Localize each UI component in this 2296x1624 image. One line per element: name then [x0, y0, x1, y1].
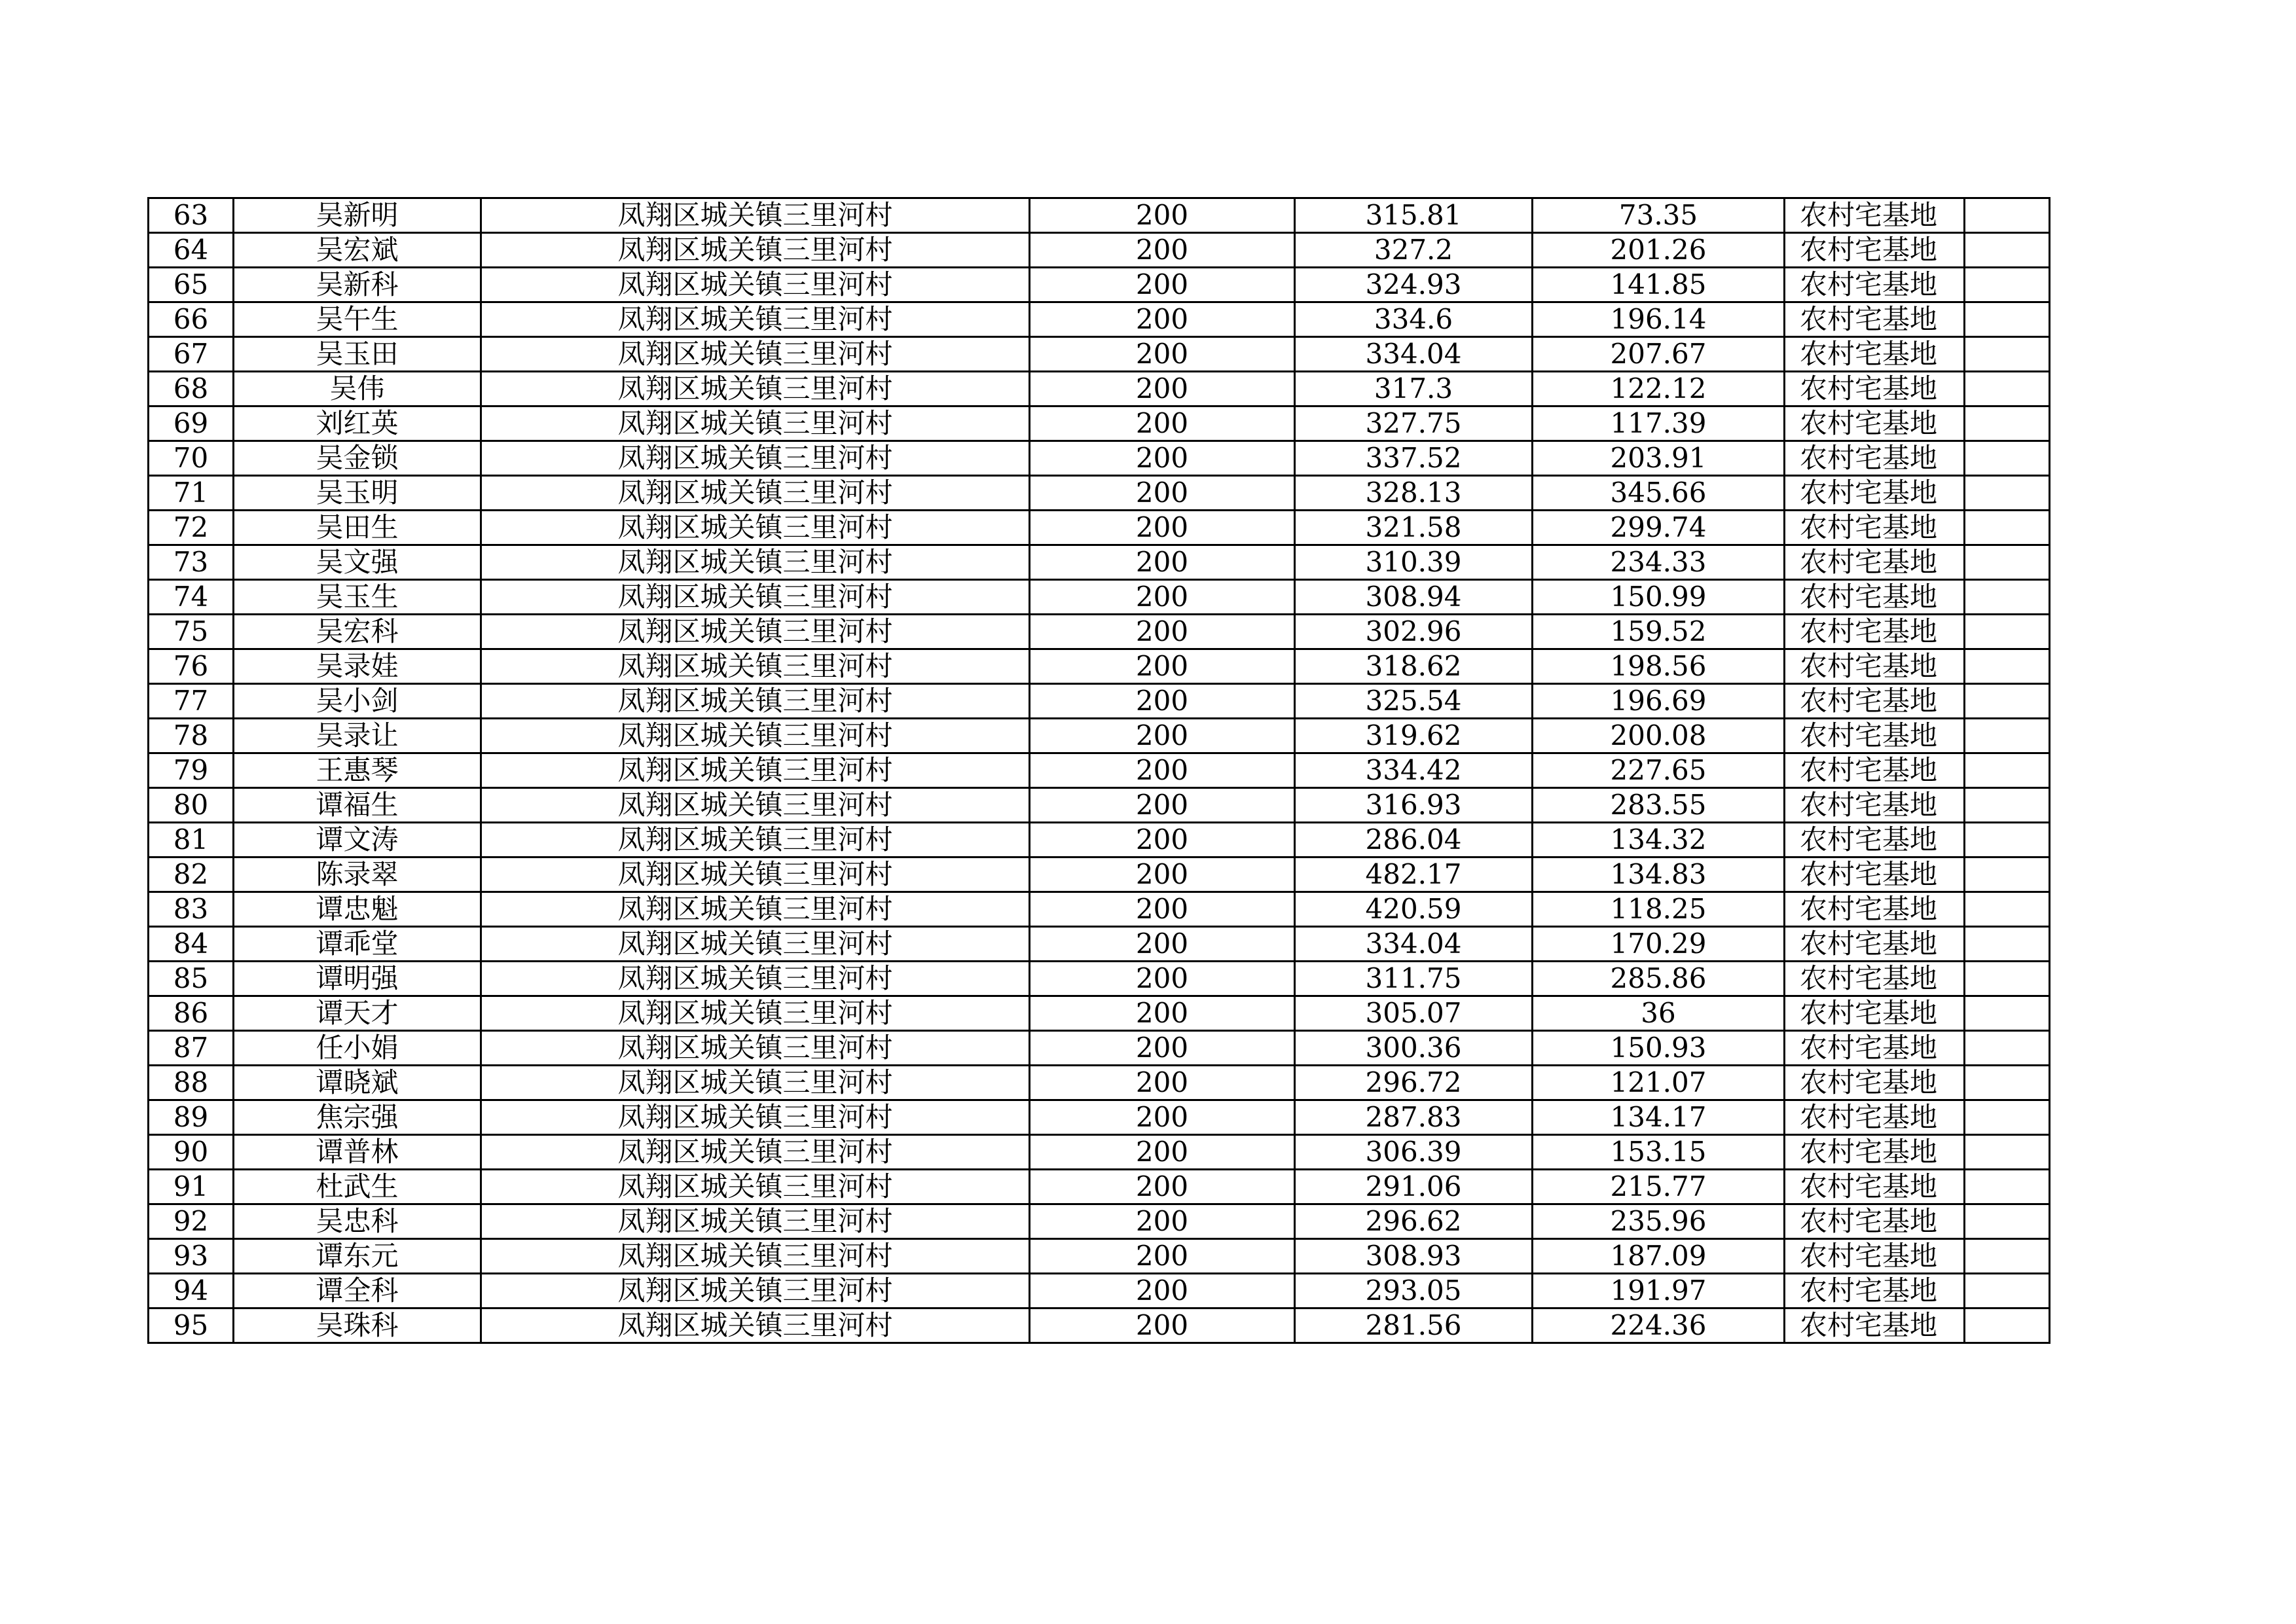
- remarks-cell: [1965, 892, 2050, 927]
- row-number-cell: 91: [149, 1170, 234, 1204]
- owner-name-cell: 谭东元: [234, 1239, 481, 1274]
- row-number-cell: 78: [149, 719, 234, 753]
- row-number-cell: 81: [149, 823, 234, 857]
- location-cell: 凤翔区城关镇三里河村: [481, 823, 1030, 857]
- remarks-cell: [1965, 927, 2050, 962]
- location-cell: 凤翔区城关镇三里河村: [481, 684, 1030, 719]
- table-row: [149, 962, 2050, 996]
- remarks-cell: [1965, 1100, 2050, 1135]
- building-area-cell: 203.91: [1533, 441, 1785, 476]
- standard-area-cell: 200: [1030, 1239, 1295, 1274]
- total-area-cell: 420.59: [1295, 892, 1533, 927]
- total-area-cell: 482.17: [1295, 857, 1533, 892]
- total-area-cell: 308.94: [1295, 580, 1533, 615]
- location-cell: 凤翔区城关镇三里河村: [481, 511, 1030, 545]
- building-area-cell: 283.55: [1533, 788, 1785, 823]
- location-cell: 凤翔区城关镇三里河村: [481, 1100, 1030, 1135]
- total-area-cell: 281.56: [1295, 1308, 1533, 1343]
- location-cell: 凤翔区城关镇三里河村: [481, 1066, 1030, 1100]
- building-area-cell: 73.35: [1533, 198, 1785, 233]
- remarks-cell: [1965, 372, 2050, 406]
- building-area-cell: 187.09: [1533, 1239, 1785, 1274]
- table-row: [149, 198, 2050, 233]
- building-area-cell: 201.26: [1533, 233, 1785, 268]
- row-number-cell: 86: [149, 996, 234, 1031]
- owner-name-cell: 谭晓斌: [234, 1066, 481, 1100]
- row-number-cell: 88: [149, 1066, 234, 1100]
- table-row: [149, 857, 2050, 892]
- building-area-cell: 299.74: [1533, 511, 1785, 545]
- land-use-cell: 农村宅基地: [1785, 580, 1965, 615]
- owner-name-cell: 吴玉生: [234, 580, 481, 615]
- land-use-cell: 农村宅基地: [1785, 511, 1965, 545]
- table-row: [149, 302, 2050, 337]
- building-area-cell: 285.86: [1533, 962, 1785, 996]
- remarks-cell: [1965, 788, 2050, 823]
- land-use-cell: 农村宅基地: [1785, 892, 1965, 927]
- owner-name-cell: 吴金锁: [234, 441, 481, 476]
- standard-area-cell: 200: [1030, 823, 1295, 857]
- standard-area-cell: 200: [1030, 441, 1295, 476]
- owner-name-cell: 吴忠科: [234, 1204, 481, 1239]
- land-use-cell: 农村宅基地: [1785, 996, 1965, 1031]
- total-area-cell: 310.39: [1295, 545, 1533, 580]
- standard-area-cell: 200: [1030, 198, 1295, 233]
- land-use-cell: 农村宅基地: [1785, 857, 1965, 892]
- land-use-cell: 农村宅基地: [1785, 649, 1965, 684]
- land-use-cell: 农村宅基地: [1785, 927, 1965, 962]
- location-cell: 凤翔区城关镇三里河村: [481, 337, 1030, 372]
- owner-name-cell: 任小娟: [234, 1031, 481, 1066]
- owner-name-cell: 谭普林: [234, 1135, 481, 1170]
- standard-area-cell: 200: [1030, 753, 1295, 788]
- total-area-cell: 287.83: [1295, 1100, 1533, 1135]
- building-area-cell: 134.83: [1533, 857, 1785, 892]
- remarks-cell: [1965, 302, 2050, 337]
- table-row: [149, 1031, 2050, 1066]
- owner-name-cell: 吴新明: [234, 198, 481, 233]
- standard-area-cell: 200: [1030, 268, 1295, 302]
- remarks-cell: [1965, 580, 2050, 615]
- total-area-cell: 293.05: [1295, 1274, 1533, 1308]
- land-use-cell: 农村宅基地: [1785, 372, 1965, 406]
- table-row: [149, 927, 2050, 962]
- land-use-cell: 农村宅基地: [1785, 788, 1965, 823]
- land-use-cell: 农村宅基地: [1785, 1274, 1965, 1308]
- location-cell: 凤翔区城关镇三里河村: [481, 372, 1030, 406]
- remarks-cell: [1965, 406, 2050, 441]
- building-area-cell: 196.14: [1533, 302, 1785, 337]
- building-area-cell: 200.08: [1533, 719, 1785, 753]
- total-area-cell: 317.3: [1295, 372, 1533, 406]
- total-area-cell: 296.72: [1295, 1066, 1533, 1100]
- standard-area-cell: 200: [1030, 1170, 1295, 1204]
- location-cell: 凤翔区城关镇三里河村: [481, 1204, 1030, 1239]
- standard-area-cell: 200: [1030, 892, 1295, 927]
- location-cell: 凤翔区城关镇三里河村: [481, 996, 1030, 1031]
- table-row: [149, 372, 2050, 406]
- building-area-cell: 224.36: [1533, 1308, 1785, 1343]
- table-row: [149, 1170, 2050, 1204]
- total-area-cell: 327.2: [1295, 233, 1533, 268]
- land-use-cell: 农村宅基地: [1785, 545, 1965, 580]
- location-cell: 凤翔区城关镇三里河村: [481, 198, 1030, 233]
- table-row: [149, 1135, 2050, 1170]
- total-area-cell: 308.93: [1295, 1239, 1533, 1274]
- row-number-cell: 89: [149, 1100, 234, 1135]
- location-cell: 凤翔区城关镇三里河村: [481, 1239, 1030, 1274]
- land-use-cell: 农村宅基地: [1785, 302, 1965, 337]
- location-cell: 凤翔区城关镇三里河村: [481, 580, 1030, 615]
- table-row: [149, 684, 2050, 719]
- owner-name-cell: 刘红英: [234, 406, 481, 441]
- building-area-cell: 191.97: [1533, 1274, 1785, 1308]
- owner-name-cell: 陈录翠: [234, 857, 481, 892]
- remarks-cell: [1965, 962, 2050, 996]
- building-area-cell: 345.66: [1533, 476, 1785, 511]
- table-row: [149, 996, 2050, 1031]
- location-cell: 凤翔区城关镇三里河村: [481, 1135, 1030, 1170]
- total-area-cell: 306.39: [1295, 1135, 1533, 1170]
- remarks-cell: [1965, 545, 2050, 580]
- owner-name-cell: 吴录让: [234, 719, 481, 753]
- data-table: [147, 197, 2050, 1344]
- standard-area-cell: 200: [1030, 1066, 1295, 1100]
- table-row: [149, 441, 2050, 476]
- location-cell: 凤翔区城关镇三里河村: [481, 649, 1030, 684]
- table-row: [149, 545, 2050, 580]
- remarks-cell: [1965, 511, 2050, 545]
- remarks-cell: [1965, 857, 2050, 892]
- standard-area-cell: 200: [1030, 684, 1295, 719]
- owner-name-cell: 吴伟: [234, 372, 481, 406]
- building-area-cell: 121.07: [1533, 1066, 1785, 1100]
- building-area-cell: 196.69: [1533, 684, 1785, 719]
- location-cell: 凤翔区城关镇三里河村: [481, 476, 1030, 511]
- row-number-cell: 69: [149, 406, 234, 441]
- table-row: [149, 1066, 2050, 1100]
- total-area-cell: 327.75: [1295, 406, 1533, 441]
- remarks-cell: [1965, 996, 2050, 1031]
- standard-area-cell: 200: [1030, 476, 1295, 511]
- location-cell: 凤翔区城关镇三里河村: [481, 545, 1030, 580]
- standard-area-cell: 200: [1030, 1135, 1295, 1170]
- row-number-cell: 76: [149, 649, 234, 684]
- remarks-cell: [1965, 1239, 2050, 1274]
- owner-name-cell: 谭天才: [234, 996, 481, 1031]
- row-number-cell: 65: [149, 268, 234, 302]
- remarks-cell: [1965, 615, 2050, 649]
- building-area-cell: 227.65: [1533, 753, 1785, 788]
- land-use-cell: 农村宅基地: [1785, 1239, 1965, 1274]
- remarks-cell: [1965, 1274, 2050, 1308]
- owner-name-cell: 吴小剑: [234, 684, 481, 719]
- standard-area-cell: 200: [1030, 962, 1295, 996]
- remarks-cell: [1965, 337, 2050, 372]
- location-cell: 凤翔区城关镇三里河村: [481, 753, 1030, 788]
- owner-name-cell: 吴新科: [234, 268, 481, 302]
- location-cell: 凤翔区城关镇三里河村: [481, 927, 1030, 962]
- table-row: [149, 788, 2050, 823]
- location-cell: 凤翔区城关镇三里河村: [481, 406, 1030, 441]
- table-row: [149, 615, 2050, 649]
- row-number-cell: 92: [149, 1204, 234, 1239]
- table-row: [149, 268, 2050, 302]
- remarks-cell: [1965, 1066, 2050, 1100]
- land-use-cell: 农村宅基地: [1785, 1135, 1965, 1170]
- land-use-cell: 农村宅基地: [1785, 1170, 1965, 1204]
- owner-name-cell: 谭全科: [234, 1274, 481, 1308]
- row-number-cell: 85: [149, 962, 234, 996]
- location-cell: 凤翔区城关镇三里河村: [481, 1031, 1030, 1066]
- total-area-cell: 324.93: [1295, 268, 1533, 302]
- standard-area-cell: 200: [1030, 302, 1295, 337]
- row-number-cell: 64: [149, 233, 234, 268]
- row-number-cell: 74: [149, 580, 234, 615]
- total-area-cell: 325.54: [1295, 684, 1533, 719]
- location-cell: 凤翔区城关镇三里河村: [481, 441, 1030, 476]
- row-number-cell: 94: [149, 1274, 234, 1308]
- standard-area-cell: 200: [1030, 996, 1295, 1031]
- remarks-cell: [1965, 476, 2050, 511]
- row-number-cell: 66: [149, 302, 234, 337]
- remarks-cell: [1965, 753, 2050, 788]
- land-use-cell: 农村宅基地: [1785, 1031, 1965, 1066]
- table-row: [149, 719, 2050, 753]
- row-number-cell: 68: [149, 372, 234, 406]
- location-cell: 凤翔区城关镇三里河村: [481, 719, 1030, 753]
- owner-name-cell: 谭文涛: [234, 823, 481, 857]
- standard-area-cell: 200: [1030, 1100, 1295, 1135]
- building-area-cell: 141.85: [1533, 268, 1785, 302]
- standard-area-cell: 200: [1030, 1308, 1295, 1343]
- land-use-cell: 农村宅基地: [1785, 823, 1965, 857]
- standard-area-cell: 200: [1030, 788, 1295, 823]
- location-cell: 凤翔区城关镇三里河村: [481, 302, 1030, 337]
- location-cell: 凤翔区城关镇三里河村: [481, 962, 1030, 996]
- land-use-cell: 农村宅基地: [1785, 1100, 1965, 1135]
- land-use-cell: 农村宅基地: [1785, 1204, 1965, 1239]
- standard-area-cell: 200: [1030, 545, 1295, 580]
- row-number-cell: 90: [149, 1135, 234, 1170]
- building-area-cell: 150.93: [1533, 1031, 1785, 1066]
- owner-name-cell: 吴玉明: [234, 476, 481, 511]
- owner-name-cell: 王惠琴: [234, 753, 481, 788]
- total-area-cell: 334.04: [1295, 337, 1533, 372]
- building-area-cell: 36: [1533, 996, 1785, 1031]
- land-use-cell: 农村宅基地: [1785, 1308, 1965, 1343]
- land-use-cell: 农村宅基地: [1785, 337, 1965, 372]
- building-area-cell: 150.99: [1533, 580, 1785, 615]
- total-area-cell: 300.36: [1295, 1031, 1533, 1066]
- total-area-cell: 334.42: [1295, 753, 1533, 788]
- remarks-cell: [1965, 649, 2050, 684]
- remarks-cell: [1965, 1204, 2050, 1239]
- building-area-cell: 153.15: [1533, 1135, 1785, 1170]
- table-row: [149, 1204, 2050, 1239]
- remarks-cell: [1965, 268, 2050, 302]
- standard-area-cell: 200: [1030, 233, 1295, 268]
- total-area-cell: 311.75: [1295, 962, 1533, 996]
- owner-name-cell: 杜武生: [234, 1170, 481, 1204]
- table-row: [149, 753, 2050, 788]
- total-area-cell: 291.06: [1295, 1170, 1533, 1204]
- remarks-cell: [1965, 684, 2050, 719]
- building-area-cell: 234.33: [1533, 545, 1785, 580]
- table-row: [149, 511, 2050, 545]
- remarks-cell: [1965, 1135, 2050, 1170]
- table-row: [149, 233, 2050, 268]
- total-area-cell: 302.96: [1295, 615, 1533, 649]
- location-cell: 凤翔区城关镇三里河村: [481, 1170, 1030, 1204]
- row-number-cell: 87: [149, 1031, 234, 1066]
- standard-area-cell: 200: [1030, 1031, 1295, 1066]
- table-row: [149, 1239, 2050, 1274]
- building-area-cell: 215.77: [1533, 1170, 1785, 1204]
- total-area-cell: 296.62: [1295, 1204, 1533, 1239]
- building-area-cell: 198.56: [1533, 649, 1785, 684]
- owner-name-cell: 吴宏斌: [234, 233, 481, 268]
- owner-name-cell: 谭福生: [234, 788, 481, 823]
- table-row: [149, 649, 2050, 684]
- standard-area-cell: 200: [1030, 511, 1295, 545]
- row-number-cell: 67: [149, 337, 234, 372]
- total-area-cell: 321.58: [1295, 511, 1533, 545]
- remarks-cell: [1965, 719, 2050, 753]
- remarks-cell: [1965, 441, 2050, 476]
- building-area-cell: 134.32: [1533, 823, 1785, 857]
- standard-area-cell: 200: [1030, 580, 1295, 615]
- land-use-cell: 农村宅基地: [1785, 406, 1965, 441]
- owner-name-cell: 吴玉田: [234, 337, 481, 372]
- standard-area-cell: 200: [1030, 857, 1295, 892]
- land-use-cell: 农村宅基地: [1785, 615, 1965, 649]
- table-body: [149, 198, 2050, 1343]
- row-number-cell: 75: [149, 615, 234, 649]
- remarks-cell: [1965, 198, 2050, 233]
- row-number-cell: 77: [149, 684, 234, 719]
- building-area-cell: 122.12: [1533, 372, 1785, 406]
- building-area-cell: 207.67: [1533, 337, 1785, 372]
- owner-name-cell: 吴文强: [234, 545, 481, 580]
- row-number-cell: 80: [149, 788, 234, 823]
- row-number-cell: 84: [149, 927, 234, 962]
- total-area-cell: 337.52: [1295, 441, 1533, 476]
- standard-area-cell: 200: [1030, 406, 1295, 441]
- remarks-cell: [1965, 1031, 2050, 1066]
- total-area-cell: 316.93: [1295, 788, 1533, 823]
- table-row: [149, 580, 2050, 615]
- building-area-cell: 235.96: [1533, 1204, 1785, 1239]
- total-area-cell: 305.07: [1295, 996, 1533, 1031]
- location-cell: 凤翔区城关镇三里河村: [481, 788, 1030, 823]
- total-area-cell: 315.81: [1295, 198, 1533, 233]
- land-use-cell: 农村宅基地: [1785, 719, 1965, 753]
- row-number-cell: 83: [149, 892, 234, 927]
- location-cell: 凤翔区城关镇三里河村: [481, 233, 1030, 268]
- building-area-cell: 117.39: [1533, 406, 1785, 441]
- owner-name-cell: 焦宗强: [234, 1100, 481, 1135]
- table-row: [149, 406, 2050, 441]
- row-number-cell: 70: [149, 441, 234, 476]
- remarks-cell: [1965, 823, 2050, 857]
- owner-name-cell: 吴田生: [234, 511, 481, 545]
- standard-area-cell: 200: [1030, 1274, 1295, 1308]
- standard-area-cell: 200: [1030, 927, 1295, 962]
- owner-name-cell: 谭忠魁: [234, 892, 481, 927]
- standard-area-cell: 200: [1030, 1204, 1295, 1239]
- standard-area-cell: 200: [1030, 615, 1295, 649]
- land-use-cell: 农村宅基地: [1785, 441, 1965, 476]
- table-row: [149, 823, 2050, 857]
- land-use-cell: 农村宅基地: [1785, 1066, 1965, 1100]
- owner-name-cell: 吴午生: [234, 302, 481, 337]
- total-area-cell: 328.13: [1295, 476, 1533, 511]
- table-row: [149, 892, 2050, 927]
- location-cell: 凤翔区城关镇三里河村: [481, 1274, 1030, 1308]
- remarks-cell: [1965, 233, 2050, 268]
- remarks-cell: [1965, 1308, 2050, 1343]
- standard-area-cell: 200: [1030, 719, 1295, 753]
- land-use-cell: 农村宅基地: [1785, 962, 1965, 996]
- total-area-cell: 334.04: [1295, 927, 1533, 962]
- total-area-cell: 319.62: [1295, 719, 1533, 753]
- location-cell: 凤翔区城关镇三里河村: [481, 615, 1030, 649]
- total-area-cell: 318.62: [1295, 649, 1533, 684]
- standard-area-cell: 200: [1030, 337, 1295, 372]
- building-area-cell: 134.17: [1533, 1100, 1785, 1135]
- building-area-cell: 159.52: [1533, 615, 1785, 649]
- owner-name-cell: 吴宏科: [234, 615, 481, 649]
- table-row: [149, 337, 2050, 372]
- owner-name-cell: 吴珠科: [234, 1308, 481, 1343]
- location-cell: 凤翔区城关镇三里河村: [481, 857, 1030, 892]
- row-number-cell: 71: [149, 476, 234, 511]
- land-use-cell: 农村宅基地: [1785, 476, 1965, 511]
- row-number-cell: 79: [149, 753, 234, 788]
- total-area-cell: 286.04: [1295, 823, 1533, 857]
- row-number-cell: 95: [149, 1308, 234, 1343]
- standard-area-cell: 200: [1030, 372, 1295, 406]
- location-cell: 凤翔区城关镇三里河村: [481, 268, 1030, 302]
- row-number-cell: 73: [149, 545, 234, 580]
- building-area-cell: 170.29: [1533, 927, 1785, 962]
- row-number-cell: 82: [149, 857, 234, 892]
- row-number-cell: 63: [149, 198, 234, 233]
- owner-name-cell: 谭明强: [234, 962, 481, 996]
- standard-area-cell: 200: [1030, 649, 1295, 684]
- owner-name-cell: 吴录娃: [234, 649, 481, 684]
- land-use-cell: 农村宅基地: [1785, 268, 1965, 302]
- location-cell: 凤翔区城关镇三里河村: [481, 892, 1030, 927]
- land-use-cell: 农村宅基地: [1785, 233, 1965, 268]
- remarks-cell: [1965, 1170, 2050, 1204]
- owner-name-cell: 谭乖堂: [234, 927, 481, 962]
- land-use-cell: 农村宅基地: [1785, 198, 1965, 233]
- land-use-cell: 农村宅基地: [1785, 753, 1965, 788]
- land-use-cell: 农村宅基地: [1785, 684, 1965, 719]
- total-area-cell: 334.6: [1295, 302, 1533, 337]
- row-number-cell: 93: [149, 1239, 234, 1274]
- table-row: [149, 476, 2050, 511]
- building-area-cell: 118.25: [1533, 892, 1785, 927]
- table-row: [149, 1274, 2050, 1308]
- row-number-cell: 72: [149, 511, 234, 545]
- table-row: [149, 1100, 2050, 1135]
- location-cell: 凤翔区城关镇三里河村: [481, 1308, 1030, 1343]
- table-row: [149, 1308, 2050, 1343]
